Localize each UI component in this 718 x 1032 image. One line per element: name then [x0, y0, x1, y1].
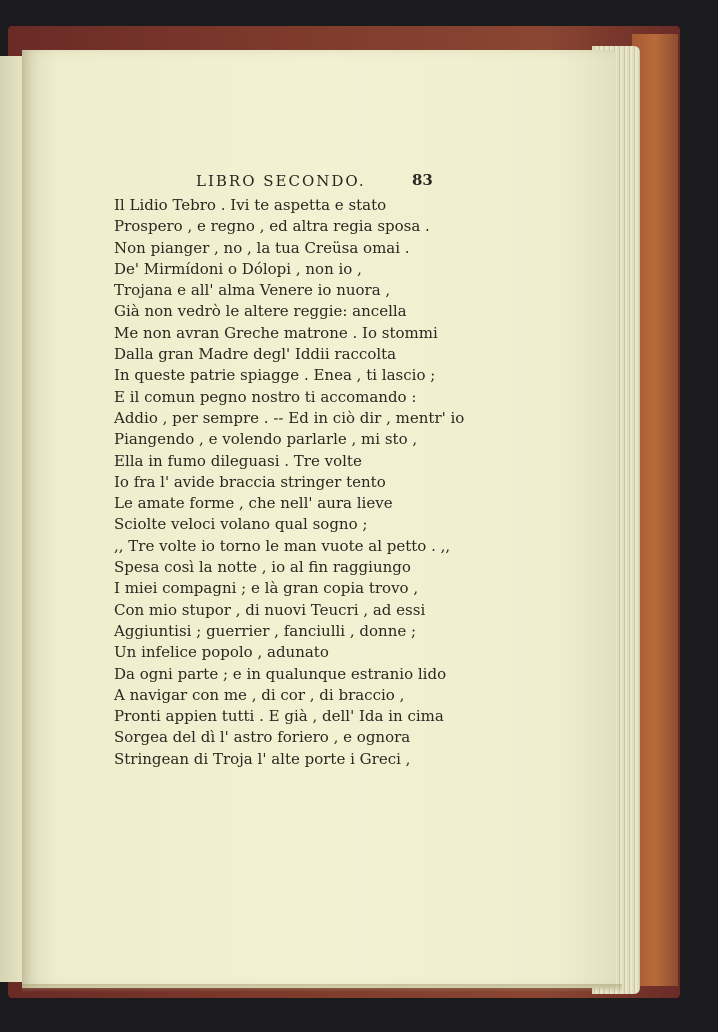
- verse-line: Piangendo , e volendo parlarle , mi sto ,: [114, 430, 418, 449]
- verse-line: Pronti appien tutti . E già , dell' Ida in cima: [114, 707, 444, 726]
- verse-line: ,, Tre volte io torno le man vuote al petto . ,,: [114, 536, 451, 555]
- page-bottom-shadow: [22, 984, 622, 992]
- verse-text: [114, 195, 544, 770]
- verse-line: Me non avran Greche matrone . Io stommi: [114, 323, 438, 342]
- running-head: LIBRO SECONDO.: [196, 172, 366, 190]
- verse-line: In queste patrie spiagge . Enea , ti lascio ;: [114, 366, 436, 385]
- page-number: 83: [412, 171, 433, 189]
- verse-line: Sciolte veloci volano qual sogno ;: [114, 515, 368, 534]
- verse-line: A navigar con me , di cor , di braccio ,: [114, 685, 405, 704]
- verse-line: Aggiuntisi ; guerrier , fanciulli , donne ;: [114, 621, 417, 640]
- verse-line: De' Mirmídoni o Dólopi , non io ,: [114, 259, 362, 278]
- verse-line: I miei compagni ; e là gran copia trovo ,: [114, 579, 419, 598]
- verse-line: Io fra l' avide braccia stringer tento: [114, 472, 386, 491]
- left-page-edge: [0, 56, 24, 982]
- verse-line: Un infelice popolo , adunato: [114, 643, 329, 662]
- verse-line: Trojana e all' alma Venere io nuora ,: [114, 281, 391, 300]
- verse-line: Spesa così la notte , io al fin raggiungo: [114, 558, 411, 577]
- verse-line: Da ogni parte ; e in qualunque estranio lido: [114, 664, 447, 683]
- verse-line: Con mio stupor , di nuovi Teucri , ad essi: [114, 600, 426, 619]
- verse-line: Ella in fumo dileguasi . Tre volte: [114, 451, 362, 470]
- verse-line: Sorgea del dì l' astro foriero , e ognora: [114, 728, 411, 747]
- verse-line: E il comun pegno nostro ti accomando :: [114, 387, 417, 406]
- verse-line: Dalla gran Madre degl' Iddii raccolta: [114, 345, 397, 364]
- verse-line: Prospero , e regno , ed altra regia sposa .: [114, 217, 430, 236]
- verse-line: Già non vedrò le altere reggie: ancella: [114, 302, 407, 321]
- verse-line: Addio , per sempre . -- Ed in ciò dir , mentr' io: [114, 408, 465, 427]
- verse-line: Il Lidio Tebro . Ivi te aspetta e stato: [114, 196, 387, 214]
- verse-line: Non pianger , no , la tua Creüsa omai .: [114, 238, 410, 257]
- verse-line: Le amate forme , che nell' aura lieve: [114, 494, 393, 513]
- verse-line: Stringean di Troja l' alte porte i Greci ,: [114, 749, 411, 768]
